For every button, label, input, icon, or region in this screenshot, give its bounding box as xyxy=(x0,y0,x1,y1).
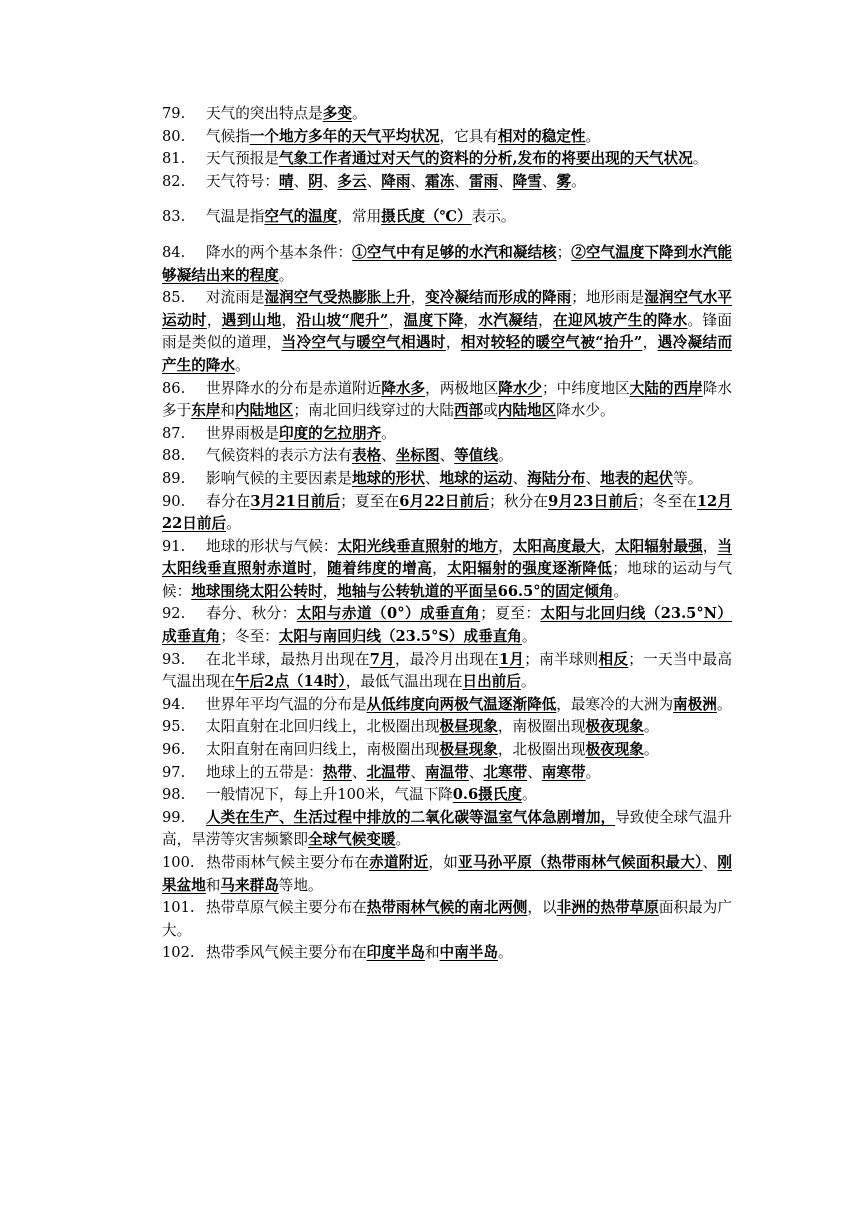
item-text: 对流雨是 xyxy=(206,289,265,307)
list-item xyxy=(162,445,732,468)
key-term: 12月22日前后 xyxy=(162,492,732,533)
key-term: 太阳光线垂直照射的地方 xyxy=(337,537,499,555)
list-item xyxy=(162,739,732,762)
item-text: 。 xyxy=(521,786,537,804)
key-term: 太阳辐射的强度逐渐降低 xyxy=(447,560,613,578)
item-text: ，最寒冷的大洲为 xyxy=(556,695,674,713)
item-text: 导致使全球气温升高，旱涝等灾害频繁即 xyxy=(162,808,732,849)
item-text: 和 xyxy=(205,876,221,894)
list-item xyxy=(162,171,732,194)
item-text: 、 xyxy=(410,172,426,190)
item-text: 、 xyxy=(468,763,484,781)
list-item xyxy=(162,423,732,446)
key-term: 极昼现象 xyxy=(439,718,498,736)
item-text: 表示。 xyxy=(471,208,516,226)
item-text: ，最低气温出现在 xyxy=(345,673,463,691)
key-term: 南寒带 xyxy=(541,763,586,781)
item-text: 、 xyxy=(541,172,557,190)
key-term: 在迎风坡产生的降水 xyxy=(553,311,688,329)
item-text: 天气符号： xyxy=(206,172,279,190)
item-text: 、 xyxy=(512,469,528,487)
item-text: 。 xyxy=(234,356,250,374)
item-text: 降水少。 xyxy=(556,402,615,420)
item-text: 气温是指 xyxy=(206,208,265,226)
item-text: ；秋分在 xyxy=(489,492,549,510)
key-term: 相对的稳定性 xyxy=(497,127,586,145)
key-term: 全球气候变暖 xyxy=(307,831,396,849)
item-text: ，两极地区 xyxy=(425,379,499,397)
list-item xyxy=(162,242,732,287)
item-text: 。 xyxy=(351,105,367,122)
item-text: 气候指 xyxy=(206,127,250,145)
item-text: 和 xyxy=(220,402,236,420)
key-term: 印度半岛 xyxy=(366,944,425,962)
item-text: 地球上的五带是： xyxy=(206,763,323,781)
key-term: 坐标图 xyxy=(395,447,440,465)
item-text: 降水多于 xyxy=(162,379,732,420)
item-text: ，它具有 xyxy=(439,127,498,145)
item-text: 、 xyxy=(585,469,601,487)
item-text: 、 xyxy=(498,172,513,190)
item-text: ， xyxy=(463,311,479,329)
key-term: ②空气温度下降到水汽能够凝结出来的程度 xyxy=(162,243,732,284)
key-term: 内陆地区 xyxy=(497,402,557,420)
item-text: ；一天当中最高气温出现在 xyxy=(162,650,732,691)
key-term: 随着纬度的增高 xyxy=(327,560,433,578)
item-number: 86. xyxy=(162,379,186,397)
item-number: 87. xyxy=(162,424,186,442)
item-text: ；南北回归线穿过的大陆 xyxy=(293,402,454,420)
item-number: 79. xyxy=(162,105,186,122)
key-term: 热带雨林气候的南北两侧 xyxy=(366,899,528,917)
item-text: 、 xyxy=(454,172,469,190)
item-text: 太阳直射在南回归线上，南极圈出现 xyxy=(206,741,440,759)
item-text: 、 xyxy=(293,172,309,190)
key-term: 多变 xyxy=(322,105,352,122)
list-item xyxy=(162,897,732,942)
item-number: 82. xyxy=(162,172,186,190)
list-item xyxy=(162,852,732,897)
key-term: 1月 xyxy=(498,650,525,668)
key-term: 雷雨 xyxy=(468,172,499,190)
key-term: 一个地方多年的天气平均状况 xyxy=(249,127,440,145)
item-text: 、 xyxy=(527,763,542,781)
key-term: 大陆的西岸 xyxy=(629,379,703,397)
key-term: 太阳与南回归线（23.5°S）成垂直角 xyxy=(278,628,522,646)
item-text: ； xyxy=(556,243,572,261)
item-number: 88. xyxy=(162,447,186,465)
item-number: 80. xyxy=(162,127,186,145)
item-number: 91. xyxy=(162,537,186,555)
item-text: 。 xyxy=(521,628,537,646)
item-number: 85. xyxy=(162,289,186,307)
list-item xyxy=(162,148,732,171)
key-term: 湿润空气受热膨胀上升 xyxy=(264,289,411,307)
item-number: 99. xyxy=(162,808,186,826)
item-text: 、 xyxy=(366,172,382,190)
key-term: 表格 xyxy=(351,447,382,465)
list-item xyxy=(162,103,732,126)
item-text: 。 xyxy=(643,741,659,759)
key-term: 摄氏度（℃） xyxy=(381,208,472,226)
item-text: ，常用 xyxy=(337,208,382,226)
key-term: 南极洲 xyxy=(673,695,717,713)
item-text: ；夏至： xyxy=(480,605,541,623)
item-text: 或 xyxy=(483,402,498,420)
list-item xyxy=(162,603,732,648)
item-text: ，如 xyxy=(428,854,459,871)
key-term: 东岸 xyxy=(191,402,221,420)
item-text: 。 xyxy=(497,447,513,465)
key-term: 地表的起伏 xyxy=(600,469,674,487)
item-text: 。 xyxy=(571,172,586,190)
item-number: 102. xyxy=(162,944,195,962)
key-term: 变冷凝结而形成的降雨 xyxy=(425,289,572,307)
key-term: 太阳辐射最强 xyxy=(615,537,703,555)
item-text: ；南半球则 xyxy=(524,650,599,668)
item-number: 100. xyxy=(162,854,195,871)
item-text: ， xyxy=(281,311,297,329)
key-term: 雾 xyxy=(556,172,572,190)
item-text: ， xyxy=(498,537,513,555)
item-text: 春分、秋分： xyxy=(206,605,297,623)
key-term: 南温带 xyxy=(424,763,469,781)
key-term: 西部 xyxy=(453,402,484,420)
item-text: 。 xyxy=(692,150,708,168)
item-number: 95. xyxy=(162,718,186,736)
item-text: 一般情况下，每上升100米，气温下降 xyxy=(206,786,453,804)
item-text: 。 xyxy=(278,266,294,284)
key-term: 降水多 xyxy=(381,379,426,397)
item-text: 。 xyxy=(520,673,536,691)
item-text: 。 xyxy=(613,582,629,600)
item-text: ，南极圈出现 xyxy=(497,718,586,736)
key-term: 阴 xyxy=(308,172,323,190)
item-text: ， xyxy=(432,560,448,578)
item-text: ，北极圈出现 xyxy=(497,741,586,759)
item-number: 81. xyxy=(162,150,186,168)
item-text: 面积最为广大。 xyxy=(162,899,732,939)
item-text: 天气的突出特点是 xyxy=(206,105,323,122)
item-text: 影响气候的主要因素是 xyxy=(206,469,352,487)
item-text: 、 xyxy=(322,172,338,190)
item-text: 等。 xyxy=(673,469,703,487)
item-text: 、 xyxy=(439,447,455,465)
list-item xyxy=(162,762,732,785)
item-text: ， xyxy=(388,311,404,329)
item-text: 。 xyxy=(497,944,513,962)
key-term: 北温带 xyxy=(366,763,411,781)
list-item xyxy=(162,491,732,536)
list-item xyxy=(162,468,732,491)
key-term: 温度下降 xyxy=(403,311,464,329)
item-text: 。 xyxy=(395,831,411,849)
item-number: 84. xyxy=(162,243,186,261)
list-item xyxy=(162,378,732,423)
item-text: ，最冷月出现在 xyxy=(394,650,499,668)
item-number: 92. xyxy=(162,605,186,623)
item-number: 101. xyxy=(162,899,195,917)
list-item xyxy=(162,126,732,149)
item-text: 热带雨林气候主要分布在 xyxy=(206,854,370,871)
item-text: 天气预报是 xyxy=(206,150,279,168)
item-number: 98. xyxy=(162,786,186,804)
key-term: 遇到山地 xyxy=(221,311,282,329)
key-term: 太阳与赤道（0°）成垂直角 xyxy=(296,605,481,623)
item-text: ；冬至在 xyxy=(637,492,697,510)
item-text: 、 xyxy=(410,763,425,781)
item-text: 春分在 xyxy=(206,492,251,510)
list-item xyxy=(162,287,732,377)
key-term: 9月23日前后 xyxy=(548,492,638,510)
item-text: 。锋面雨是类似的道理， xyxy=(162,311,732,352)
list-item xyxy=(162,206,732,229)
item-number: 94. xyxy=(162,695,186,713)
item-text: ；冬至： xyxy=(220,628,279,646)
item-text: ；地形雨是 xyxy=(571,289,645,307)
item-text: 热带草原气候主要分布在 xyxy=(206,899,367,917)
list-item xyxy=(162,716,732,739)
item-text: ， xyxy=(445,334,461,352)
key-term: 沿山坡“爬升” xyxy=(296,311,389,329)
key-term: 相对较轻的暖空气被“抬升” xyxy=(460,334,643,352)
item-number: 97. xyxy=(162,763,186,781)
key-term: 水汽凝结 xyxy=(478,311,539,329)
key-term: 降雨 xyxy=(381,172,411,190)
item-text: 世界降水的分布是赤道附近 xyxy=(206,379,382,397)
key-term: 极夜现象 xyxy=(585,741,644,759)
key-term: 7月 xyxy=(369,650,395,668)
key-term: 热带 xyxy=(322,763,352,781)
key-term: 极夜现象 xyxy=(585,718,644,736)
item-text: 。 xyxy=(585,763,601,781)
list-item xyxy=(162,807,732,852)
item-text: 气候资料的表示方法有 xyxy=(206,447,352,465)
item-text: 。 xyxy=(716,695,732,713)
item-number: 83. xyxy=(162,208,186,226)
item-text: ， xyxy=(642,334,658,352)
item-number: 90. xyxy=(162,492,186,510)
key-term: 马来群岛 xyxy=(220,876,279,894)
key-term: 地轴与公转轨道的平面呈66.5°的固定倾角 xyxy=(337,582,614,600)
key-term: 地球的运动 xyxy=(439,469,513,487)
key-term: 霜冻 xyxy=(425,172,455,190)
key-term: 等值线 xyxy=(454,447,498,465)
key-term: 遇冷凝结而产生的降水 xyxy=(162,334,732,374)
item-text: ；中纬度地区 xyxy=(542,379,630,397)
list-item xyxy=(162,536,732,604)
key-term: 刚果盆地 xyxy=(162,854,732,894)
item-text: 降水的两个基本条件： xyxy=(206,243,353,261)
key-term: 地球的形状 xyxy=(351,469,425,487)
key-term: 地球围绕太阳公转时 xyxy=(191,582,323,600)
item-text: 。 xyxy=(585,127,601,145)
item-text: 和 xyxy=(424,944,440,962)
key-term: 午后2点（14时） xyxy=(234,673,346,691)
key-term: 0.6摄氏度 xyxy=(452,786,522,804)
key-term: 印度的乞拉朋齐 xyxy=(278,424,382,442)
item-text: 热带季风气候主要分布在 xyxy=(206,944,367,962)
item-number: 89. xyxy=(162,469,186,487)
key-term: 中南半岛 xyxy=(439,944,498,962)
item-text: 。 xyxy=(226,515,241,533)
key-term: 当太阳线垂直照射赤道时 xyxy=(162,537,732,578)
item-text: ， xyxy=(322,582,338,600)
item-text: 世界雨极是 xyxy=(206,424,279,442)
key-term: 相反 xyxy=(598,650,629,668)
item-text: 太阳直射在北回归线上，北极圈出现 xyxy=(206,718,440,736)
key-term: 极昼现象 xyxy=(439,741,498,759)
item-text: ；地球的运动与气候： xyxy=(162,560,732,600)
list-item xyxy=(162,694,732,717)
item-text: ，以 xyxy=(527,899,557,917)
key-term: 海陆分布 xyxy=(527,469,586,487)
item-text: ， xyxy=(312,560,328,578)
list-item xyxy=(162,649,732,694)
item-text: 、 xyxy=(381,447,396,465)
key-term: 赤道附近 xyxy=(369,854,429,871)
item-text: 、 xyxy=(702,854,718,871)
key-term: ①空气中有足够的水汽和凝结核 xyxy=(352,243,557,261)
item-text: 世界年平均气温的分布是 xyxy=(206,695,367,713)
item-text: 。 xyxy=(381,424,396,442)
item-text: ， xyxy=(600,537,616,555)
key-term: 非洲的热带草原 xyxy=(556,899,659,917)
item-text: 、 xyxy=(424,469,440,487)
key-term: 降水少 xyxy=(498,379,543,397)
key-term: 北寒带 xyxy=(483,763,528,781)
key-term: 6月22日前后 xyxy=(399,492,490,510)
key-term: 太阳与北回归线（23.5°N）成垂直角 xyxy=(162,605,732,646)
key-term: 太阳高度最大 xyxy=(512,537,601,555)
key-term: 空气的温度 xyxy=(264,208,338,226)
list-item xyxy=(162,784,732,807)
key-term: 3月21日前后 xyxy=(250,492,341,510)
key-term: 晴 xyxy=(278,172,294,190)
item-text: ， xyxy=(702,537,718,555)
item-text: 地球的形状与气候： xyxy=(206,537,338,555)
key-term: 多云 xyxy=(337,172,367,190)
key-term: 湿润空气水平运动时 xyxy=(162,289,732,329)
item-text: ；夏至在 xyxy=(340,492,400,510)
item-text: ， xyxy=(538,311,554,329)
item-text: 、 xyxy=(351,763,367,781)
key-term: 气象工作者通过对天气的资料的分析,发布的将要出现的天气状况 xyxy=(278,150,693,168)
key-term: 当冷空气与暖空气相遇时 xyxy=(281,334,446,352)
item-text: 在北半球，最热月出现在 xyxy=(206,650,370,668)
item-text: 。 xyxy=(643,718,659,736)
key-term: 人类在生产、生活过程中排放的二氧化碳等温室气体急剧增加， xyxy=(206,808,616,826)
key-term: 降雪 xyxy=(512,172,542,190)
list-item xyxy=(162,942,732,965)
key-term: 从低纬度向两极气温逐渐降低 xyxy=(366,695,557,713)
key-term: 亚马孙平原（热带雨林气候面积最大） xyxy=(458,854,703,871)
item-text: ， xyxy=(206,311,222,329)
item-text: ， xyxy=(410,289,426,307)
item-number: 93. xyxy=(162,650,186,668)
key-term: 日出前后 xyxy=(462,673,521,691)
document-body xyxy=(162,103,732,965)
key-term: 内陆地区 xyxy=(235,402,294,420)
item-text: 等地。 xyxy=(278,876,323,894)
item-number: 96. xyxy=(162,741,186,759)
